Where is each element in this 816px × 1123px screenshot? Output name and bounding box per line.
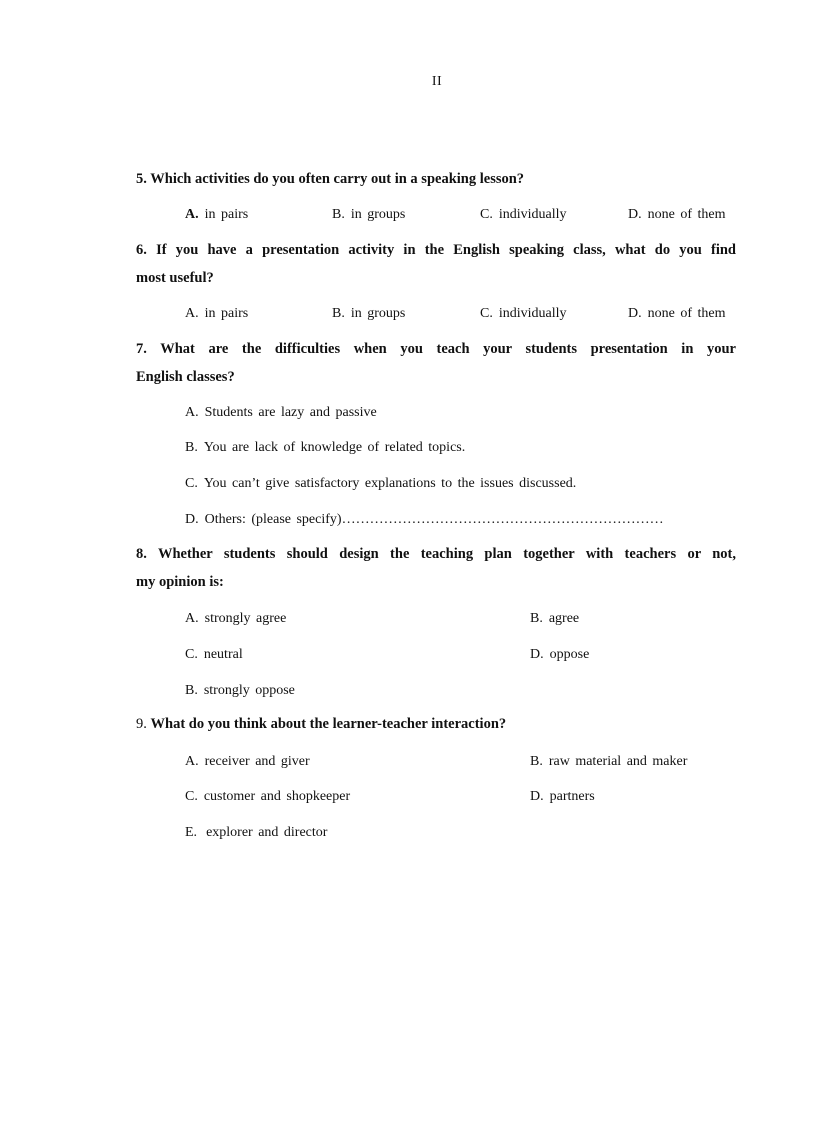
- q5-option-a: [185, 206, 248, 224]
- q9-option-e: [185, 824, 327, 842]
- q9-option-b-text: raw material and maker: [548, 754, 688, 769]
- q9-option-a-letter: A.: [185, 754, 199, 769]
- q8-option-e-text: strongly oppose: [203, 683, 295, 698]
- q5-option-d: [628, 206, 726, 224]
- question-8-line2: my opinion is:: [136, 574, 224, 590]
- q9-option-d: [530, 788, 595, 806]
- q9-option-e-letter: E.: [185, 825, 198, 840]
- q7-option-c-text: You can’t give satisfactory explanations to the issues discussed.: [203, 476, 577, 491]
- question-7-number: 7.: [136, 341, 147, 357]
- q7-option-d-letter: D.: [185, 512, 199, 527]
- question-8-line1: Whether students should design the teaching plan together with teachers or not,: [157, 546, 736, 562]
- q7-option-a-letter: A.: [185, 405, 199, 420]
- q6-option-b-text: in groups: [350, 306, 406, 321]
- q7-option-c-letter: C.: [185, 476, 198, 491]
- q8-option-c-text: neutral: [203, 647, 243, 662]
- q7-option-b-text: You are lack of knowledge of related topics.: [203, 440, 466, 455]
- q8-option-c: [185, 646, 243, 664]
- q9-option-b-letter: B.: [530, 754, 543, 769]
- question-5-text: Which activities do you often carry out in a speaking lesson?: [150, 171, 525, 187]
- q8-option-d-text: oppose: [549, 647, 590, 662]
- q6-option-c-text: individually: [498, 306, 567, 321]
- question-8-number: 8.: [136, 546, 147, 562]
- q6-option-b: [332, 305, 405, 323]
- q8-option-a-letter: A.: [185, 611, 199, 626]
- question-6-line1: If you have a presentation activity in the English speaking class, what do you find: [156, 242, 736, 258]
- q5-option-d-text: none of them: [647, 207, 726, 222]
- q5-option-b-letter: B.: [332, 207, 345, 222]
- q5-option-a-text: in pairs: [204, 207, 249, 222]
- q8-option-c-letter: C.: [185, 647, 198, 662]
- q8-option-d-letter: D.: [530, 647, 544, 662]
- q5-option-c-letter: C.: [480, 207, 493, 222]
- q6-option-d-letter: D.: [628, 306, 642, 321]
- question-9-number: 9.: [136, 716, 147, 732]
- q5-option-b-text: in groups: [350, 207, 406, 222]
- q9-option-c-letter: C.: [185, 789, 198, 804]
- question-7: [136, 335, 736, 391]
- q7-option-c: [185, 475, 576, 493]
- q9-option-b: [530, 753, 687, 771]
- q7-option-b-letter: B.: [185, 440, 198, 455]
- q9-option-c: [185, 788, 350, 806]
- q7-option-b: [185, 439, 465, 457]
- q8-option-d: [530, 646, 589, 664]
- question-5-number: 5.: [136, 171, 147, 187]
- q9-option-e-text: explorer and director: [206, 825, 328, 840]
- q7-option-a: [185, 404, 377, 422]
- q6-option-b-letter: B.: [332, 306, 345, 321]
- question-9-text: What do you think about the learner-teacher interaction?: [150, 716, 507, 732]
- q6-option-c-letter: C.: [480, 306, 493, 321]
- q5-option-a-letter: A.: [185, 207, 199, 222]
- q9-option-c-text: customer and shopkeeper: [203, 789, 351, 804]
- q6-option-c: [480, 305, 567, 323]
- q8-option-e: [185, 682, 295, 700]
- q5-option-b: [332, 206, 405, 224]
- q9-option-a-text: receiver and giver: [204, 754, 310, 769]
- question-7-line2: English classes?: [136, 369, 235, 385]
- q9-option-d-text: partners: [549, 789, 595, 804]
- q8-option-e-letter: B.: [185, 683, 198, 698]
- question-5: [136, 165, 736, 193]
- question-6-line2: most useful?: [136, 270, 214, 286]
- question-8: [136, 540, 736, 596]
- q5-option-c-text: individually: [498, 207, 567, 222]
- q8-option-b-letter: B.: [530, 611, 543, 626]
- question-7-line1: What are the difficulties when you teach your students presentation in your: [160, 341, 736, 357]
- q5-option-c: [480, 206, 567, 224]
- q7-option-a-text: Students are lazy and passive: [204, 405, 377, 420]
- q6-option-a: [185, 305, 248, 323]
- q9-option-d-letter: D.: [530, 789, 544, 804]
- q6-option-a-text: in pairs: [204, 306, 249, 321]
- q6-option-d-text: none of them: [647, 306, 726, 321]
- q6-option-d: [628, 305, 726, 323]
- page-number: II: [431, 74, 443, 89]
- q5-option-d-letter: D.: [628, 207, 642, 222]
- q8-option-b: [530, 610, 579, 628]
- question-9: [136, 710, 736, 738]
- q9-option-a: [185, 753, 310, 771]
- q8-option-a-text: strongly agree: [204, 611, 287, 626]
- question-6-number: 6.: [136, 242, 147, 258]
- q8-option-a: [185, 610, 286, 628]
- q7-option-d-text: Others: (please specify)……………………………………………………………: [204, 512, 664, 527]
- q7-option-d: [185, 511, 664, 529]
- question-6: [136, 236, 736, 292]
- q6-option-a-letter: A.: [185, 306, 199, 321]
- q8-option-b-text: agree: [548, 611, 580, 626]
